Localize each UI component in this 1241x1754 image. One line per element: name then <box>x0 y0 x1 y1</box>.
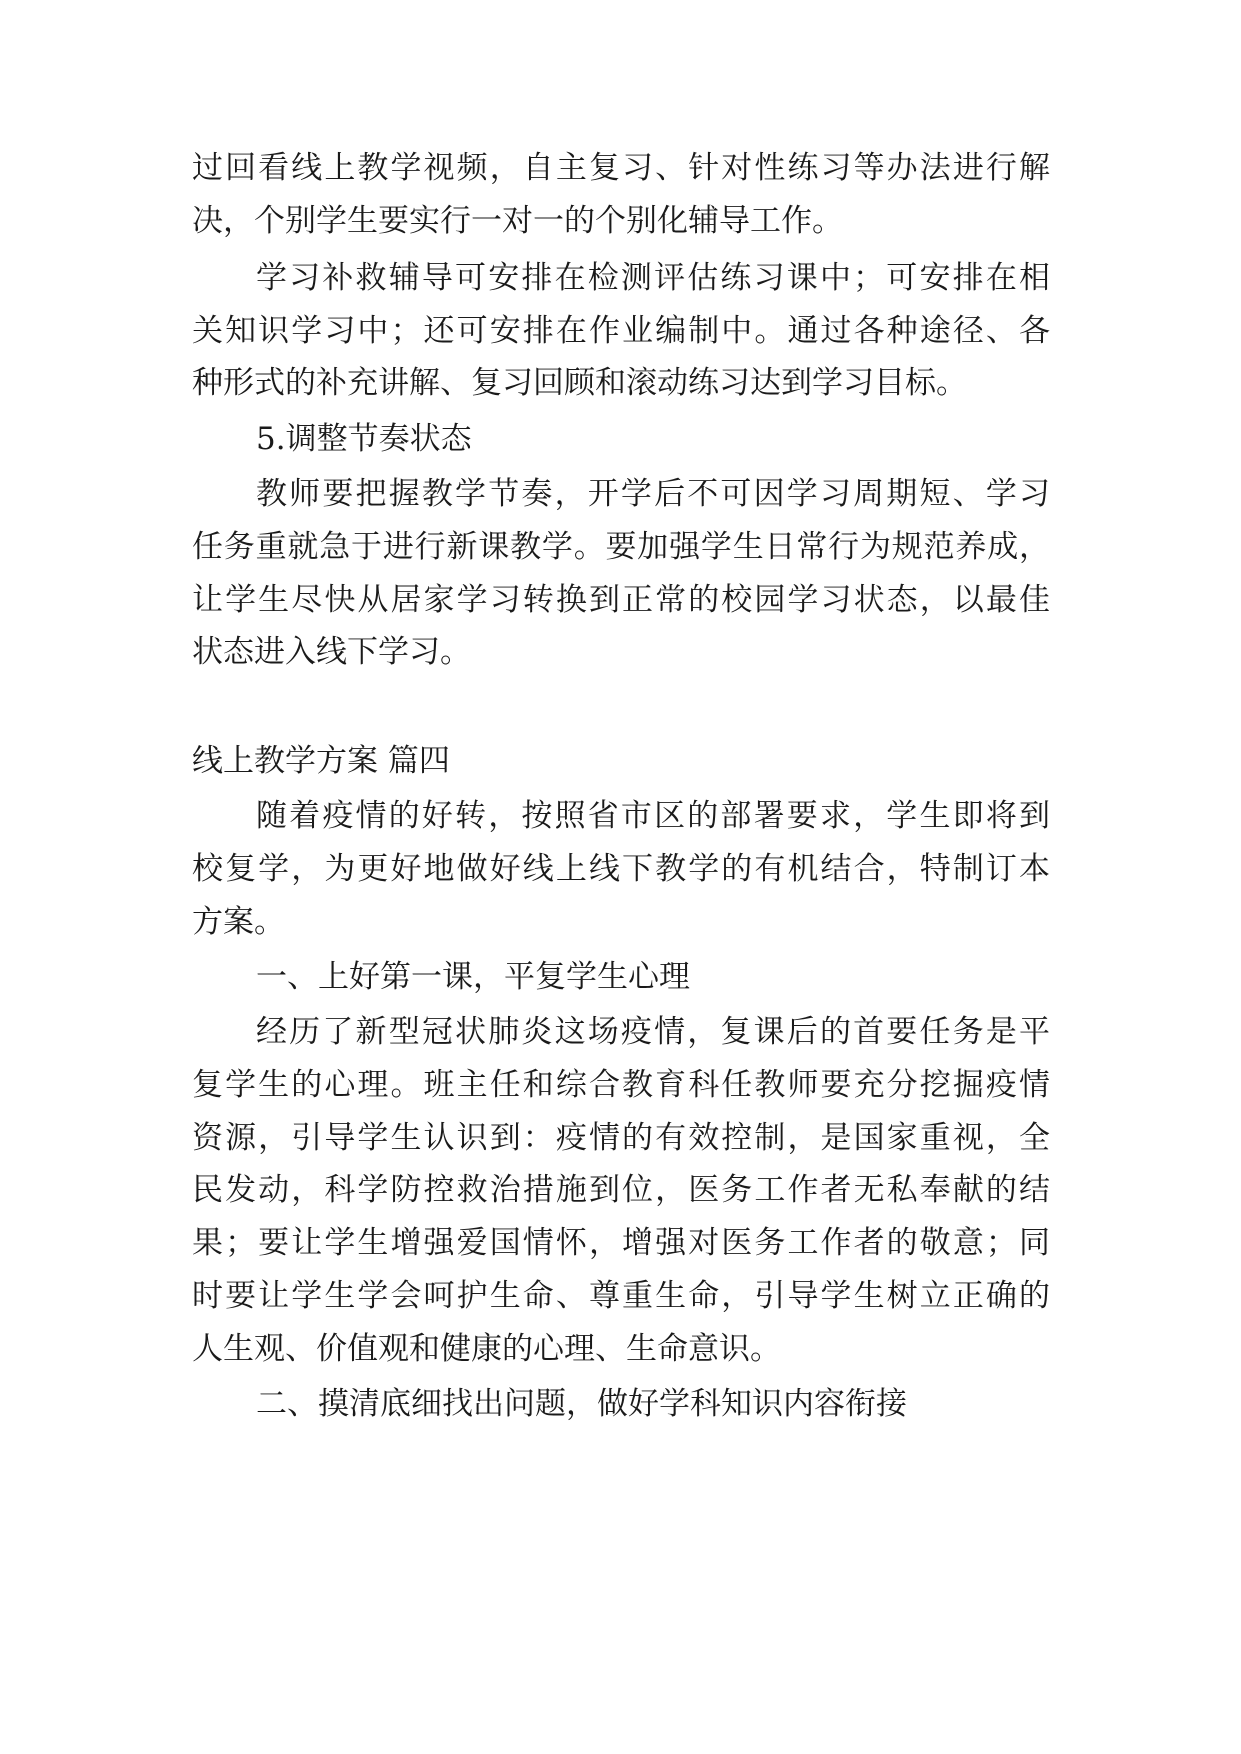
paragraph-line: 决，个别学生要实行一对一的个别化辅导工作。 <box>192 203 843 239</box>
paragraph-line: 时要让学生学会呵护生命、尊重生命，引导学生树立正确的 <box>192 1278 1050 1314</box>
section-heading: 5.调整节奏状态 <box>256 421 472 457</box>
section-heading: 一、上好第一课，平复学生心理 <box>256 959 690 995</box>
paragraph-line: 让学生尽快从居家学习转换到正常的校园学习状态，以最佳 <box>192 582 1050 618</box>
paragraph-line: 教师要把握教学节奏，开学后不可因学习周期短、学习 <box>256 476 1050 512</box>
paragraph-line: 人生观、价值观和健康的心理、生命意识。 <box>192 1331 781 1367</box>
paragraph-line: 种形式的补充讲解、复习回顾和滚动练习达到学习目标。 <box>192 365 967 401</box>
paragraph-line: 随着疫情的好转，按照省市区的部署要求，学生即将到 <box>256 798 1050 834</box>
article-title: 线上教学方案 篇四 <box>192 743 450 779</box>
paragraph-line: 状态进入线下学习。 <box>192 634 471 670</box>
paragraph-line: 资源，引导学生认识到：疫情的有效控制，是国家重视，全 <box>192 1120 1050 1156</box>
paragraph-line: 果；要让学生增强爱国情怀，增强对医务工作者的敬意；同 <box>192 1225 1050 1261</box>
paragraph-line: 校复学，为更好地做好线上线下教学的有机结合，特制订本 <box>192 851 1050 887</box>
paragraph-line: 经历了新型冠状肺炎这场疫情，复课后的首要任务是平 <box>256 1014 1050 1050</box>
paragraph-line: 民发动，科学防控救治措施到位，医务工作者无私奉献的结 <box>192 1172 1050 1208</box>
paragraph-line: 学习补救辅导可安排在检测评估练习课中；可安排在相 <box>256 260 1050 296</box>
section-heading: 二、摸清底细找出问题，做好学科知识内容衔接 <box>256 1386 907 1422</box>
paragraph-line: 关知识学习中；还可安排在作业编制中。通过各种途径、各 <box>192 313 1050 349</box>
paragraph-line: 复学生的心理。班主任和综合教育科任教师要充分挖掘疫情 <box>192 1067 1050 1103</box>
paragraph-line: 任务重就急于进行新课教学。要加强学生日常行为规范养成， <box>192 529 1050 565</box>
paragraph-line: 过回看线上教学视频，自主复习、针对性练习等办法进行解 <box>192 150 1050 186</box>
paragraph-line: 方案。 <box>192 904 285 940</box>
